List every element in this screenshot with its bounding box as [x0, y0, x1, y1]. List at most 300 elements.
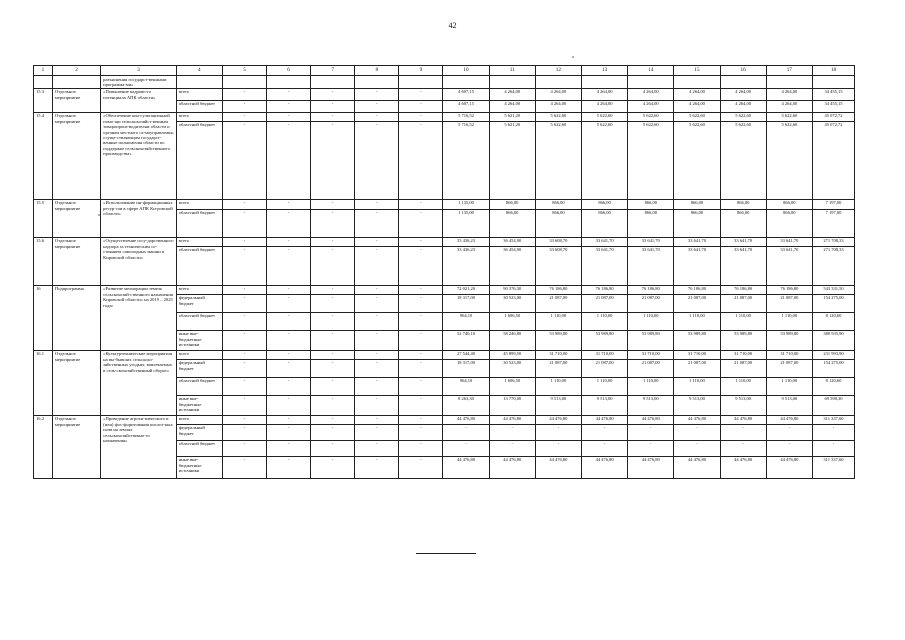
value-cell: 4 607,15 — [443, 88, 489, 100]
value-cell: - — [355, 88, 399, 100]
value-cell: - — [399, 440, 443, 456]
header-cell: 7 — [311, 66, 355, 76]
value-cell: 964,10 — [443, 312, 489, 330]
row-name: «Культуртехнические мероприятия на вы-бывших сельскохо-зяйственных угодьях, вовлекаемых в сель-скохозяйственный оборот» — [101, 350, 177, 415]
value-cell: 311 337,60 — [812, 415, 854, 424]
value-cell: 866,00 — [489, 199, 535, 209]
value-cell: - — [222, 312, 266, 330]
value-cell: - — [311, 359, 355, 377]
value-cell: 33 641,70 — [674, 237, 720, 246]
value-cell: - — [399, 424, 443, 440]
funding-source: федеральный бюджет — [176, 424, 222, 440]
table-row — [34, 415, 855, 424]
value-cell: - — [399, 112, 443, 121]
value-cell: 76 186,80 — [720, 285, 766, 294]
value-cell: 9 513,00 — [720, 395, 766, 415]
value-cell: - — [581, 424, 627, 440]
value-cell: - — [267, 88, 311, 100]
value-cell: - — [222, 395, 266, 415]
value-cell: 1 606,50 — [489, 312, 535, 330]
value-cell: - — [766, 440, 812, 456]
value-cell: 4 264,00 — [535, 100, 581, 112]
value-cell: 866,00 — [628, 199, 674, 209]
funding-source: иные вне-бюджетные источники — [176, 330, 222, 350]
funding-source: областной бюджет — [176, 209, 222, 237]
value-cell: - — [535, 440, 581, 456]
value-cell: 53 989,80 — [581, 330, 627, 350]
funding-source: областной бюджет — [176, 440, 222, 456]
value-cell: 31 710,00 — [535, 350, 581, 359]
value-cell: - — [267, 209, 311, 237]
header-cell: 13 — [581, 66, 627, 76]
value-cell: 866,00 — [581, 209, 627, 237]
value-cell: - — [355, 246, 399, 285]
value-cell: - — [267, 112, 311, 121]
value-cell: 44 476,80 — [489, 456, 535, 478]
scan-speck — [98, 214, 100, 216]
value-cell: 44 476,80 — [674, 415, 720, 424]
value-cell: - — [399, 88, 443, 100]
value-cell: - — [720, 440, 766, 456]
value-cell: 21 087,00 — [674, 294, 720, 312]
header-cell: 15 — [674, 66, 720, 76]
value-cell: - — [812, 440, 854, 456]
value-cell: - — [311, 350, 355, 359]
value-cell: - — [311, 312, 355, 330]
value-cell: - — [267, 294, 311, 312]
value-cell: 33 641,70 — [674, 246, 720, 285]
value-cell: - — [399, 294, 443, 312]
value-cell: 44 476,80 — [766, 456, 812, 478]
header-cell: 17 — [766, 66, 812, 76]
value-cell: - — [267, 415, 311, 424]
row-code: 15.4 — [34, 112, 53, 199]
row-code: 16.1 — [34, 350, 53, 415]
value-cell: 1 110,00 — [581, 377, 627, 395]
value-cell: 30 523,00 — [489, 359, 535, 377]
value-cell: - — [311, 88, 355, 100]
value-cell: - — [355, 294, 399, 312]
value-cell: - — [674, 440, 720, 456]
value-cell: 1 606,50 — [489, 377, 535, 395]
value-cell: 45 899,50 — [489, 350, 535, 359]
value-cell: - — [355, 199, 399, 209]
value-cell: 44 476,80 — [581, 415, 627, 424]
value-cell: 33 608,70 — [535, 237, 581, 246]
value-cell: - — [355, 415, 399, 424]
value-cell: - — [399, 312, 443, 330]
value-cell: 5 622,60 — [535, 121, 581, 199]
value-cell: - — [443, 440, 489, 456]
funding-source: федеральный бюджет — [176, 294, 222, 312]
header-cell: 1 — [34, 66, 53, 76]
value-cell: 866,00 — [489, 209, 535, 237]
value-cell: 21 087,00 — [720, 294, 766, 312]
value-cell: 1 135,00 — [443, 209, 489, 237]
header-cell: 10 — [443, 66, 489, 76]
value-cell: 90 376,30 — [489, 285, 535, 294]
value-cell: 33 641,70 — [720, 246, 766, 285]
value-cell: 5 622,60 — [628, 121, 674, 199]
funding-source: областной бюджет — [176, 121, 222, 199]
value-cell: 1 110,00 — [674, 377, 720, 395]
value-cell: - — [355, 285, 399, 294]
value-cell: - — [311, 415, 355, 424]
row-code: 15.3 — [34, 88, 53, 112]
row-name: «Осуществление госу-дарственного надзора за техническим со-стоянием самоходных машин в Кировской области» — [101, 237, 177, 285]
value-cell: 271 708,33 — [812, 237, 854, 246]
value-cell: 1 110,00 — [628, 312, 674, 330]
value-cell: 9 513,00 — [674, 395, 720, 415]
value-cell: 44 476,80 — [720, 456, 766, 478]
value-cell: 76 186,80 — [674, 285, 720, 294]
value-cell: 543 331,50 — [812, 285, 854, 294]
row-type: Отдельное мероприятие — [52, 237, 100, 285]
value-cell: 21 087,00 — [628, 359, 674, 377]
value-cell: 866,00 — [720, 209, 766, 237]
value-cell: - — [311, 285, 355, 294]
value-cell: - — [399, 100, 443, 112]
continuation-name: разъяснения государст-венными программа-ми» — [101, 76, 177, 89]
value-cell: - — [535, 424, 581, 440]
header-cell: 6 — [267, 66, 311, 76]
value-cell: 18 317,00 — [443, 359, 489, 377]
value-cell: 271 708,33 — [812, 246, 854, 285]
value-cell: 866,00 — [581, 199, 627, 209]
value-cell: - — [267, 395, 311, 415]
value-cell: 45 072,72 — [812, 121, 854, 199]
value-cell: - — [222, 330, 266, 350]
funding-source: областной бюджет — [176, 246, 222, 285]
value-cell: 1 110,00 — [628, 377, 674, 395]
value-cell: - — [355, 377, 399, 395]
value-cell: - — [628, 424, 674, 440]
value-cell: - — [581, 440, 627, 456]
value-cell: - — [355, 100, 399, 112]
value-cell: - — [267, 285, 311, 294]
value-cell: 21 087,00 — [766, 359, 812, 377]
value-cell: - — [311, 121, 355, 199]
value-cell: - — [267, 424, 311, 440]
value-cell: 5 622,60 — [674, 121, 720, 199]
value-cell: - — [355, 456, 399, 478]
header-cell: 8 — [355, 66, 399, 76]
value-cell: - — [267, 377, 311, 395]
row-name: «Обеспечение кон-сультационной помо-щи сельскохозяйст-венным товаропроиз-водителям области и органам местного са-моуправления, осуще-ствляющим государст-венные полномочия области по поддержке сельскохозяйственного производства» — [101, 112, 177, 199]
value-cell: - — [267, 237, 311, 246]
value-cell: - — [355, 395, 399, 415]
value-cell: 33 436,23 — [443, 237, 489, 246]
value-cell: 1 110,00 — [720, 312, 766, 330]
continuation-row — [34, 76, 855, 89]
value-cell: 31 710,00 — [581, 350, 627, 359]
value-cell: 9 513,00 — [766, 395, 812, 415]
value-cell: 1 135,00 — [443, 199, 489, 209]
value-cell: 866,00 — [674, 199, 720, 209]
value-cell: - — [399, 395, 443, 415]
value-cell: 866,00 — [766, 199, 812, 209]
value-cell: 5 622,60 — [720, 121, 766, 199]
value-cell: 5 622,60 — [766, 121, 812, 199]
table-row — [34, 285, 855, 294]
row-code: 15.5 — [34, 199, 53, 237]
value-cell: 72 021,20 — [443, 285, 489, 294]
header-cell: 12 — [535, 66, 581, 76]
value-cell: 1 110,00 — [535, 312, 581, 330]
value-cell: 4 264,00 — [535, 88, 581, 100]
funding-source: федеральный бюджет — [176, 359, 222, 377]
value-cell: - — [399, 237, 443, 246]
funding-source: областной бюджет — [176, 100, 222, 112]
value-cell: 5 622,60 — [628, 112, 674, 121]
value-cell: - — [766, 424, 812, 440]
funding-source: всего — [176, 199, 222, 209]
value-cell: - — [355, 440, 399, 456]
header-cell: 18 — [812, 66, 854, 76]
value-cell: 44 476,80 — [581, 456, 627, 478]
header-cell: 2 — [52, 66, 100, 76]
header-cell: 4 — [176, 66, 222, 76]
value-cell: 33 641,70 — [628, 246, 674, 285]
value-cell: 33 641,70 — [628, 237, 674, 246]
value-cell: - — [399, 121, 443, 199]
value-cell: 21 087,00 — [535, 359, 581, 377]
value-cell: - — [222, 112, 266, 121]
value-cell: 45 072,72 — [812, 112, 854, 121]
value-cell: 5 622,60 — [581, 112, 627, 121]
value-cell: - — [222, 237, 266, 246]
value-cell: 34 455,15 — [812, 100, 854, 112]
value-cell: 33 641,70 — [581, 237, 627, 246]
value-cell: 33 641,70 — [766, 237, 812, 246]
value-cell: - — [399, 330, 443, 350]
value-cell: 866,00 — [674, 209, 720, 237]
value-cell: 5 621,20 — [489, 121, 535, 199]
funding-source: областной бюджет — [176, 377, 222, 395]
value-cell: - — [628, 440, 674, 456]
value-cell: - — [311, 294, 355, 312]
value-cell: 1 110,00 — [766, 377, 812, 395]
value-cell: - — [311, 330, 355, 350]
value-cell: 33 641,70 — [766, 246, 812, 285]
header-cell: 9 — [399, 66, 443, 76]
funding-source: всего — [176, 237, 222, 246]
value-cell: 44 476,80 — [443, 415, 489, 424]
value-cell: 4 264,00 — [489, 88, 535, 100]
row-code: 16 — [34, 285, 53, 350]
funding-source: всего — [176, 112, 222, 121]
value-cell: 1 110,00 — [535, 377, 581, 395]
value-cell: 44 476,80 — [720, 415, 766, 424]
value-cell: 18 317,00 — [443, 294, 489, 312]
row-type: Отдельное мероприятие — [52, 415, 100, 478]
value-cell: 13 770,00 — [489, 395, 535, 415]
value-cell: 53 989,80 — [720, 330, 766, 350]
value-cell: - — [222, 440, 266, 456]
value-cell: 1 110,00 — [720, 377, 766, 395]
value-cell: 34 455,15 — [812, 88, 854, 100]
value-cell: - — [399, 209, 443, 237]
value-cell: 53 989,80 — [674, 330, 720, 350]
value-cell: - — [812, 424, 854, 440]
value-cell: - — [267, 246, 311, 285]
funding-source: всего — [176, 285, 222, 294]
value-cell: - — [399, 456, 443, 478]
value-cell: - — [355, 350, 399, 359]
value-cell: 44 476,80 — [628, 456, 674, 478]
value-cell: 9 513,00 — [581, 395, 627, 415]
value-cell: - — [355, 209, 399, 237]
row-code: 15.6 — [34, 237, 53, 285]
table-row — [34, 237, 855, 246]
table-row — [34, 88, 855, 100]
value-cell: - — [443, 424, 489, 440]
value-cell: - — [399, 246, 443, 285]
value-cell: 866,00 — [720, 199, 766, 209]
table-row — [34, 199, 855, 209]
value-cell: 27 544,40 — [443, 350, 489, 359]
value-cell: - — [267, 440, 311, 456]
value-cell: 31 710,00 — [628, 350, 674, 359]
value-cell: 154 275,00 — [812, 294, 854, 312]
value-cell: 8 120,60 — [812, 377, 854, 395]
value-cell: 4 264,00 — [674, 100, 720, 112]
value-cell: 4 264,00 — [766, 88, 812, 100]
value-cell: - — [311, 237, 355, 246]
funding-source: всего — [176, 415, 222, 424]
footer-rule — [416, 553, 476, 554]
value-cell: - — [222, 377, 266, 395]
value-cell: - — [355, 312, 399, 330]
value-cell: - — [222, 209, 266, 237]
page-number: 42 — [448, 21, 457, 30]
value-cell: 4 264,00 — [581, 88, 627, 100]
value-cell: 380 935,90 — [812, 330, 854, 350]
value-cell: - — [267, 312, 311, 330]
value-cell: - — [222, 285, 266, 294]
value-cell: - — [311, 424, 355, 440]
value-cell: - — [355, 237, 399, 246]
value-cell: - — [311, 246, 355, 285]
value-cell: - — [222, 100, 266, 112]
value-cell: 76 186,80 — [581, 285, 627, 294]
value-cell: 44 476,80 — [766, 415, 812, 424]
header-cell: 3 — [101, 66, 177, 76]
value-cell: - — [311, 112, 355, 121]
value-cell: 33 436,23 — [443, 246, 489, 285]
value-cell: - — [355, 330, 399, 350]
funding-source: всего — [176, 88, 222, 100]
value-cell: 53 989,80 — [535, 330, 581, 350]
table-row — [34, 112, 855, 121]
row-name: «Проведение агрохи-мического и (или) фос-форитования кислот-ных почв на землях сельскохозяйственно-го назначения» — [101, 415, 177, 478]
row-code: 16.2 — [34, 415, 53, 478]
header-cell: 5 — [222, 66, 266, 76]
value-cell: 4 264,00 — [674, 88, 720, 100]
funding-source: всего — [176, 350, 222, 359]
value-cell: 311 337,60 — [812, 456, 854, 478]
value-cell: 33 641,70 — [720, 237, 766, 246]
value-cell: 154 275,00 — [812, 359, 854, 377]
value-cell: 44 476,80 — [489, 415, 535, 424]
value-cell: 1 110,00 — [674, 312, 720, 330]
value-cell: 69 598,30 — [812, 395, 854, 415]
value-cell: 76 186,80 — [628, 285, 674, 294]
value-cell: - — [267, 359, 311, 377]
value-cell: 21 087,00 — [766, 294, 812, 312]
table-row — [34, 350, 855, 359]
value-cell: 5 622,60 — [674, 112, 720, 121]
value-cell: 44 476,80 — [443, 456, 489, 478]
value-cell: - — [311, 100, 355, 112]
value-cell: 4 607,15 — [443, 100, 489, 112]
value-cell: - — [355, 359, 399, 377]
value-cell: 4 264,00 — [720, 100, 766, 112]
value-cell: - — [267, 330, 311, 350]
value-cell: - — [222, 121, 266, 199]
row-type: Подпрограмма — [52, 285, 100, 350]
row-type: Отдельное мероприятие — [52, 88, 100, 112]
value-cell: - — [311, 377, 355, 395]
value-cell: 866,00 — [766, 209, 812, 237]
value-cell: 8 120,60 — [812, 312, 854, 330]
header-cell: 11 — [489, 66, 535, 76]
value-cell: 21 087,00 — [720, 359, 766, 377]
value-cell: - — [222, 199, 266, 209]
funding-source: иные вне-бюджетные источники — [176, 395, 222, 415]
value-cell: 44 476,80 — [535, 415, 581, 424]
value-cell: - — [267, 100, 311, 112]
value-cell: 964,10 — [443, 377, 489, 395]
value-cell: - — [674, 424, 720, 440]
value-cell: - — [399, 415, 443, 424]
value-cell: 8 263,30 — [443, 395, 489, 415]
value-cell: 4 264,00 — [766, 100, 812, 112]
value-cell: - — [222, 359, 266, 377]
value-cell: 53 989,80 — [628, 330, 674, 350]
value-cell: - — [222, 246, 266, 285]
value-cell: - — [399, 285, 443, 294]
value-cell: 866,00 — [628, 209, 674, 237]
row-type: Отдельное мероприятие — [52, 199, 100, 237]
value-cell: 21 087,00 — [674, 359, 720, 377]
value-cell: 21 087,00 — [581, 294, 627, 312]
value-cell: - — [222, 294, 266, 312]
value-cell: - — [222, 456, 266, 478]
budget-table — [33, 65, 855, 479]
value-cell: 4 264,00 — [720, 88, 766, 100]
header-cell: 14 — [628, 66, 674, 76]
value-cell: 44 476,80 — [628, 415, 674, 424]
row-type: Отдельное мероприятие — [52, 112, 100, 199]
value-cell: 5 716,52 — [443, 112, 489, 121]
row-type: Отдельное мероприятие — [52, 350, 100, 415]
value-cell: - — [311, 395, 355, 415]
value-cell: 5 622,60 — [581, 121, 627, 199]
value-cell: 21 087,00 — [581, 359, 627, 377]
value-cell: - — [489, 440, 535, 456]
value-cell: - — [267, 121, 311, 199]
value-cell: - — [489, 424, 535, 440]
value-cell: - — [311, 456, 355, 478]
value-cell: - — [222, 88, 266, 100]
value-cell: 58 246,80 — [489, 330, 535, 350]
value-cell: - — [267, 199, 311, 209]
value-cell: 33 608,70 — [535, 246, 581, 285]
value-cell: 7 197,00 — [812, 209, 854, 237]
value-cell: - — [355, 424, 399, 440]
value-cell: 5 622,60 — [535, 112, 581, 121]
